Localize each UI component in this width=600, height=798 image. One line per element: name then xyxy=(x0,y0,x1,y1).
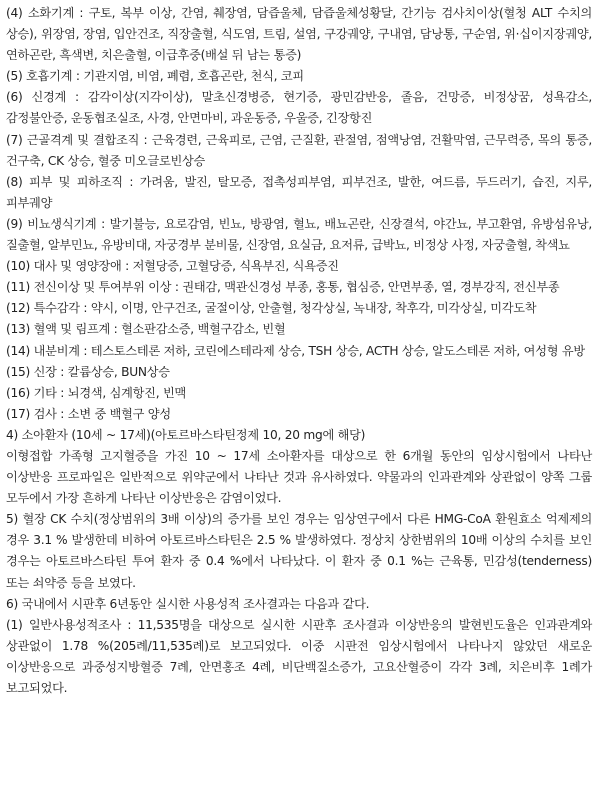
adverse-reaction-metabolic: (10) 대사 및 영양장애 : 저혈당증, 고혈당증, 식욕부진, 식욕증진 xyxy=(6,259,339,274)
adverse-reaction-blood: (13) 혈액 및 림프계 : 혈소판감소증, 백혈구감소, 빈혈 xyxy=(6,322,286,337)
adverse-reaction-other: (16) 기타 : 뇌경색, 심계항진, 빈맥 xyxy=(6,385,186,400)
section-general-use-survey: (1) 일반사용성적조사 : 11,535명을 대상으로 실시한 시판후 조사결과 이상반응의 발현빈도율은 인과관계와 상관없이 1.78 %(205례/11,535례)로 보고되었다. 이중 시판전 임상시험에서 나타나지 않았던 새로운 이상반응으로 과중성지방혈증 7례, 안면홍조 4례, 비단백질소증가, 고요산혈증이 각각 3례, 치은비후 1례가 보고되었다. xyxy=(6,617,592,695)
section-postmarketing-heading: 6) 국내에서 시판후 6년동안 실시한 사용성적 조사결과는 다음과 같다. xyxy=(6,596,370,611)
adverse-reaction-systemic: (11) 전신이상 및 투여부위 이상 : 권태감, 맥관신경성 부종, 홍통, 협심증, 안면부종, 열, 경부강직, 전신부종 xyxy=(6,280,560,295)
adverse-reaction-musculoskeletal: (7) 근골격계 및 결합조직 : 근육경련, 근육피로, 근염, 근질환, 관절염, 점액낭염, 건활막염, 근무력증, 목의 통증, 건구축, CK 상승, 혈중 미오글로빈상승 xyxy=(6,132,592,168)
adverse-reaction-respiratory: (5) 호흡기계 : 기관지염, 비염, 폐렴, 호흡곤란, 천식, 코피 xyxy=(6,69,304,84)
adverse-reaction-urogenital: (9) 비뇨생식기계 : 발기불능, 요로감염, 빈뇨, 방광염, 혈뇨, 배뇨곤란, 신장결석, 야간뇨, 부고환염, 유방섬유낭, 질출혈, 알부민뇨, 유방비대, 자궁경부 분비물, 신장염, 요실금, 요저류, 급박뇨, 비정상 사정, 자궁출혈, 착색뇨 xyxy=(6,216,592,253)
section-pediatric-body: 이형접합 가족형 고지혈증을 가진 10 ~ 17세 소아환자를 대상으로 한 6개월 동안의 임상시험에서 나타난 이상반응 프로파일은 일반적으로 위약군에서 나타난 것과 유사하였다. 약물과의 인과관계와 상관없이 양쪽 그룹 모두에서 가장 흔하게 나타난 이상반응은 감염이었다. xyxy=(6,448,592,506)
adverse-reaction-endocrine: (14) 내분비계 : 테스토스테론 저하, 코린에스테라제 상승, TSH 상승, ACTH 상승, 알도스테론 저하, 여성형 유방 xyxy=(6,343,585,358)
adverse-reaction-digestive: (4) 소화기계 : 구토, 복부 이상, 간염, 췌장염, 담즙울체, 담즙울체성황달, 간기능 검사치이상(혈청 ALT 수치의 상승), 위장염, 장염, 입안건조, 직장출혈, 식도염, 트림, 설염, 구강궤양, 구내염, 담낭통, 구순염, 위·십이지장궤양, 연하곤란, 흑색변, 치은출혈, 이급후중(배설 뒤 남는 통증) xyxy=(6,6,592,63)
adverse-reaction-renal: (15) 신장 : 칼륨상승, BUN상승 xyxy=(6,364,170,379)
section-pediatric-heading: 4) 소아환자 (10세 ~ 17세)(아토르바스타틴정제 10, 20 mg에 해당) xyxy=(6,427,366,442)
section-plasma-ck: 5) 혈장 CK 수치(정상범위의 3배 이상)의 증가를 보인 경우는 임상연구에서 다른 HMG-CoA 환원효소 억제제의 경우 3.1 % 발생한데 비하여 아토르바스타틴은 2.5 % 발생하였다. 정상치 상한범위의 10배 이상의 수치를 보인 경우는 아토르바스타틴 투여 환자 중 0.4 %에서 나타났다. 이 환자 중 0.1 %는 근육통, 민감성(tenderness) 또는 쇠약증 등을 보였다. xyxy=(6,512,592,590)
adverse-reaction-nervous: (6) 신경계 : 감각이상(지각이상), 말초신경병증, 현기증, 광민감반응, 졸음, 건망증, 비정상꿈, 성욕감소, 감정불안증, 운동협조실조, 사경, 안면마비, 과운동증, 우울증, 긴장항진 xyxy=(6,90,592,126)
adverse-reaction-skin: (8) 피부 및 피하조직 : 가려움, 발진, 탈모증, 접촉성피부염, 피부건조, 발한, 여드름, 두드러기, 습진, 지루, 피부궤양 xyxy=(6,174,592,210)
adverse-reaction-lab-test: (17) 검사 : 소변 중 백혈구 양성 xyxy=(6,406,171,421)
adverse-reaction-special-senses: (12) 특수감각 : 약시, 이명, 안구건조, 굴절이상, 안출혈, 청각상실, 녹내장, 착후각, 미각상실, 미각도착 xyxy=(6,301,537,316)
